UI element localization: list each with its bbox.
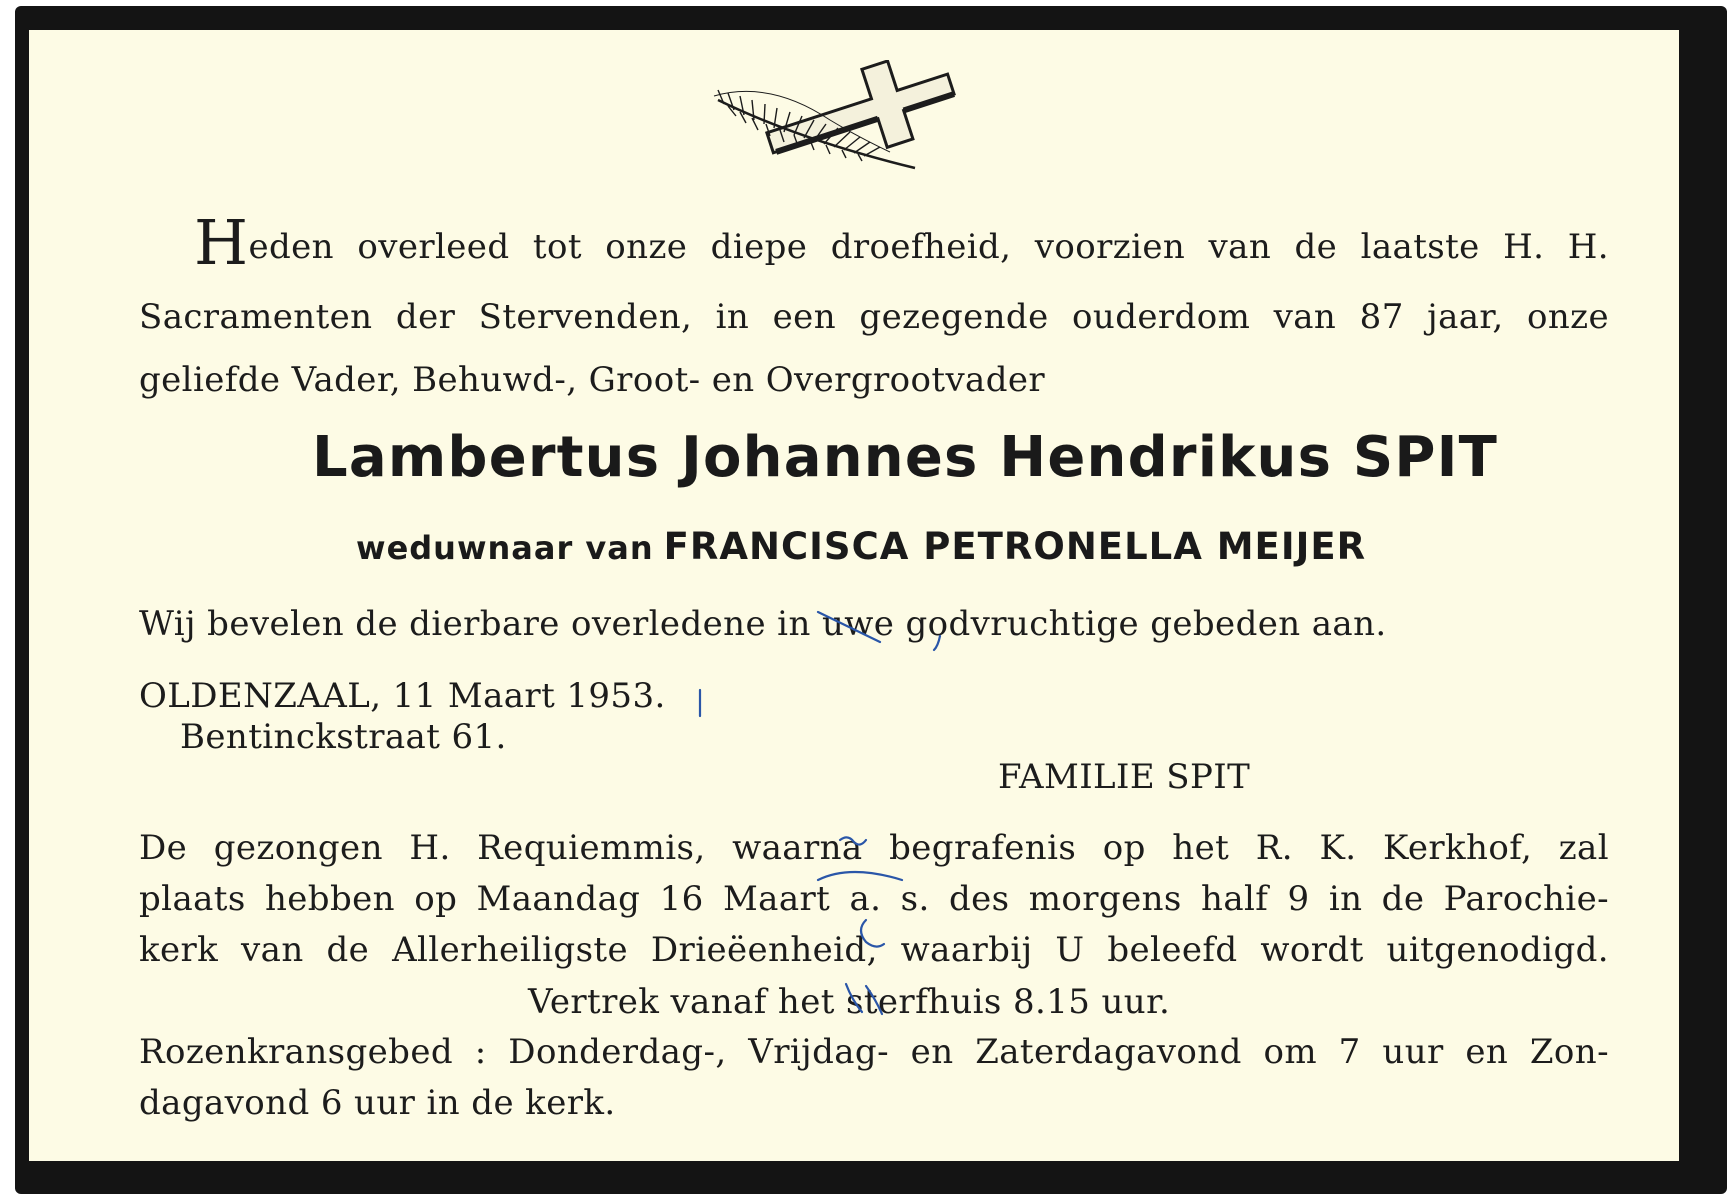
ink-arc-maart: [818, 872, 902, 880]
prayer-line: Wij bevelen de dierbare overledene in uwe godvruchtige gebeden aan.: [139, 604, 1387, 644]
ink-strike-in: [818, 612, 880, 642]
intro-line-1-text: eden overleed tot onze diepe droefheid, voorzien van de laatste H. H.: [248, 227, 1609, 267]
deceased-name: Lambertus Johannes Hendrikus SPIT: [312, 425, 1499, 490]
widower-prefix: weduwnaar van: [356, 529, 654, 567]
funeral-line-1: De gezongen H. Requiemmis, waarna begrafenis op het R. K. Kerkhof, zal: [139, 828, 1609, 868]
rosary-line-1: Rozenkransgebed : Donderdag-, Vrijdag- en Zaterdagavond om 7 uur en Zon-: [139, 1032, 1609, 1072]
ink-mark-drieeenheid: [861, 920, 884, 947]
rosary-line-2: dagavond 6 uur in de kerk.: [139, 1083, 616, 1123]
ink-mark-waarna: [840, 837, 866, 844]
address: Bentinckstraat 61.: [180, 717, 507, 757]
intro-line-2: Sacramenten der Stervenden, in een gezegende ouderdom van 87 jaar, onze: [139, 297, 1609, 337]
intro-line-3: geliefde Vader, Behuwd-, Groot- en Overgrootvader: [139, 360, 1046, 400]
place-date: OLDENZAAL, 11 Maart 1953.: [139, 676, 666, 716]
funeral-line-3: kerk van de Allerheiligste Drieëenheid, waarbij U beleefd wordt uitgenodigd.: [139, 930, 1609, 970]
ink-mark-sterfhuis: [846, 984, 882, 1014]
family-signature: FAMILIE SPIT: [998, 757, 1251, 797]
departure-line: Vertrek vanaf het sterfhuis 8.15 uur.: [528, 982, 1171, 1022]
funeral-line-2: plaats hebben op Maandag 16 Maart a. s. des morgens half 9 in de Parochie-: [139, 879, 1609, 919]
spouse-name: FRANCISCA PETRONELLA MEIJER: [663, 525, 1367, 568]
ink-comma-uwe: [934, 636, 940, 650]
intro-drop-capital: H: [194, 206, 249, 279]
